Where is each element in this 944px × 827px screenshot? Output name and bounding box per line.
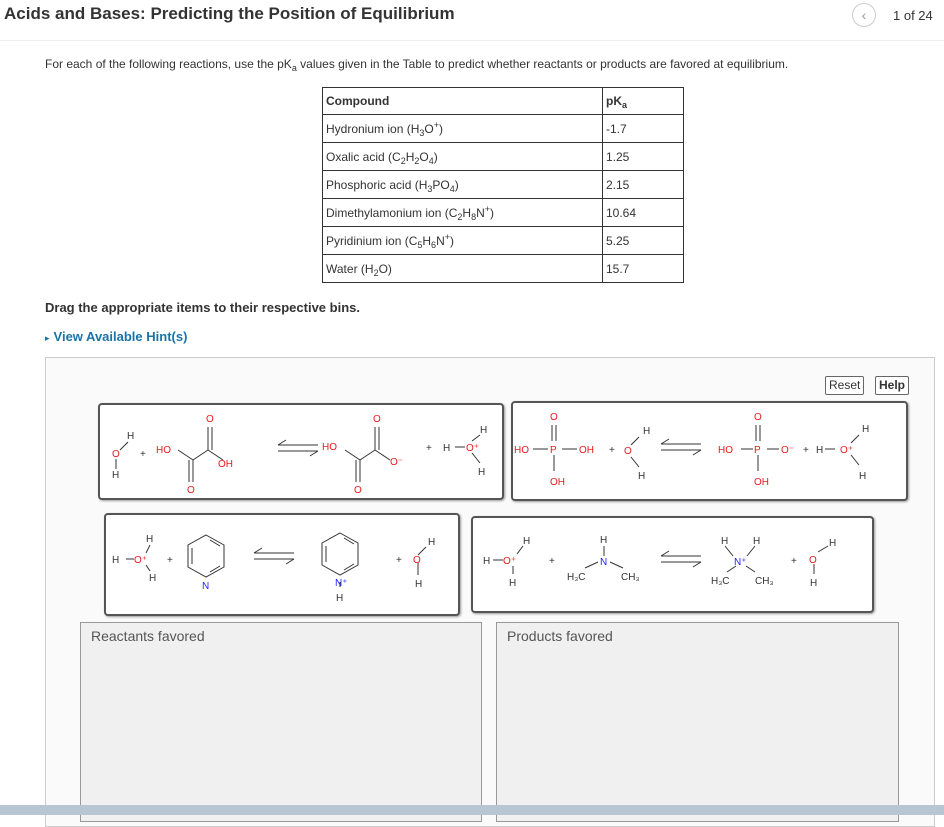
table-row	[323, 115, 684, 143]
prev-page-button[interactable]	[852, 3, 876, 27]
table-row	[323, 143, 684, 171]
table-row	[323, 227, 684, 255]
svg-text:O: O	[754, 412, 762, 423]
compound-cell: Dimethylamonium ion $(C_2H_8N^+)$	[323, 199, 603, 227]
svg-text:N⁺: N⁺	[734, 557, 747, 568]
svg-text:P: P	[550, 445, 557, 456]
bin-label-reactants: Reactants favored	[91, 628, 205, 644]
compound-cell: Hydronium ion $(H_3O^+)$	[323, 115, 603, 143]
svg-text:H: H	[478, 467, 486, 478]
table-row	[323, 199, 684, 227]
svg-text:O⁻: O⁻	[390, 457, 404, 468]
svg-text:O⁺: O⁺	[466, 443, 480, 454]
svg-text:H: H	[480, 425, 488, 436]
pka-value-cell: 2.15	[603, 171, 684, 199]
svg-text:+: +	[803, 445, 809, 456]
bin-reactants-favored[interactable]	[80, 622, 482, 822]
svg-text:P: P	[754, 445, 761, 456]
svg-text:+: +	[140, 449, 146, 460]
svg-text:O: O	[624, 446, 632, 457]
reaction-structure-hydronium-dimethylamine	[473, 518, 872, 611]
svg-text:H: H	[112, 470, 120, 481]
reaction-card-hydronium-dimethylamine[interactable]	[471, 516, 874, 613]
reaction-card-hydronium-pyridine[interactable]	[104, 513, 460, 616]
svg-text:H: H	[428, 537, 436, 548]
svg-text:H: H	[600, 535, 608, 546]
pka-value-cell: 10.64	[603, 199, 684, 227]
compound-cell: Oxalic acid $(C_2H_2O_4)$	[323, 143, 603, 171]
svg-text:H: H	[127, 431, 135, 442]
svg-text:H: H	[509, 578, 517, 589]
svg-text:HO: HO	[514, 445, 529, 456]
svg-text:H: H	[810, 578, 818, 589]
pka-value-cell: -1.7	[603, 115, 684, 143]
svg-text:H₃C: H₃C	[711, 576, 730, 587]
svg-text:H: H	[483, 556, 491, 567]
compound-cell: Phosphoric acid $(H_3PO_4)$	[323, 171, 603, 199]
svg-text:O: O	[206, 414, 214, 425]
svg-text:HO: HO	[718, 445, 733, 456]
svg-text:+: +	[167, 555, 173, 566]
svg-text:O⁺: O⁺	[503, 556, 517, 567]
svg-text:+: +	[609, 445, 615, 456]
bin-products-favored[interactable]	[496, 622, 899, 822]
reaction-structure-water-oxalic	[100, 405, 502, 498]
reaction-structure-phosphoric-water	[513, 403, 906, 499]
compound-cell: Water $(H_2O)$	[323, 255, 603, 283]
svg-text:H: H	[638, 471, 646, 482]
svg-text:N: N	[600, 557, 608, 568]
column-header-compound: Compound	[323, 88, 603, 115]
svg-text:H: H	[829, 538, 837, 549]
svg-text:H: H	[753, 536, 761, 547]
svg-text:H: H	[146, 534, 154, 545]
svg-text:N: N	[202, 581, 210, 592]
svg-text:H: H	[336, 593, 344, 604]
svg-text:O: O	[550, 412, 558, 423]
svg-text:H: H	[862, 424, 870, 435]
svg-text:OH: OH	[550, 477, 565, 488]
triangle-right-icon: ▸	[45, 333, 50, 343]
svg-text:OH: OH	[218, 459, 233, 470]
svg-text:H: H	[643, 426, 651, 437]
svg-text:CH₃: CH₃	[621, 572, 640, 583]
svg-text:CH₃: CH₃	[755, 576, 774, 587]
svg-text:O: O	[187, 485, 195, 496]
svg-text:O: O	[809, 555, 817, 566]
compound-cell: Pyridinium ion $(C_5H_6N^+)$	[323, 227, 603, 255]
svg-text:O⁻: O⁻	[781, 445, 795, 456]
help-button[interactable]: Help	[875, 376, 909, 395]
bin-label-products: Products favored	[507, 628, 613, 644]
view-hints-link[interactable]: ▸ View Available Hint(s)	[45, 329, 188, 344]
svg-text:OH: OH	[754, 477, 769, 488]
bottom-scroll-bar[interactable]	[0, 805, 944, 815]
svg-text:O⁺: O⁺	[134, 555, 148, 566]
header-divider	[0, 40, 944, 41]
svg-text:O: O	[413, 555, 421, 566]
svg-text:+: +	[396, 555, 402, 566]
table-row	[323, 255, 684, 283]
svg-text:H: H	[721, 536, 729, 547]
svg-text:O: O	[112, 449, 120, 460]
svg-text:N⁺: N⁺	[335, 578, 348, 589]
svg-text:H: H	[149, 573, 157, 584]
svg-text:+: +	[791, 556, 797, 567]
reset-button[interactable]: Reset	[825, 376, 864, 395]
svg-text:O⁺: O⁺	[840, 445, 854, 456]
svg-text:HO: HO	[322, 442, 337, 453]
pka-value-cell: 5.25	[603, 227, 684, 255]
svg-text:H₃C: H₃C	[567, 572, 586, 583]
pka-table	[322, 87, 684, 283]
reaction-structure-hydronium-pyridine	[106, 515, 458, 614]
pka-value-cell: 15.7	[603, 255, 684, 283]
svg-text:H: H	[443, 443, 451, 454]
svg-text:+: +	[549, 556, 555, 567]
svg-text:H: H	[112, 555, 120, 566]
svg-text:H: H	[523, 536, 531, 547]
column-header-pka: $pK_a$	[603, 88, 684, 115]
reaction-card-water-oxalic[interactable]	[98, 403, 504, 500]
pka-value-cell: 1.25	[603, 143, 684, 171]
instructions-text: For each of the following reactions, use the $pK_a$ values given in the Table to predict whether reactants or products are favored at equilibrium.	[45, 57, 789, 73]
drag-instructions: Drag the appropriate items to their respective bins.	[45, 300, 360, 315]
svg-text:+: +	[426, 443, 432, 454]
table-row	[323, 171, 684, 199]
page-title: Acids and Bases: Predicting the Position of Equilibrium	[4, 4, 455, 23]
reaction-card-phosphoric-water[interactable]	[511, 401, 908, 501]
svg-text:OH: OH	[579, 445, 594, 456]
svg-text:H: H	[859, 471, 867, 482]
chevron-left-icon: ‹	[861, 7, 867, 23]
svg-text:H: H	[816, 445, 824, 456]
svg-text:O: O	[354, 485, 362, 496]
page-counter: 1 of 24	[893, 8, 933, 23]
svg-text:HO: HO	[156, 445, 171, 456]
svg-text:O: O	[373, 414, 381, 425]
svg-text:H: H	[415, 579, 423, 590]
